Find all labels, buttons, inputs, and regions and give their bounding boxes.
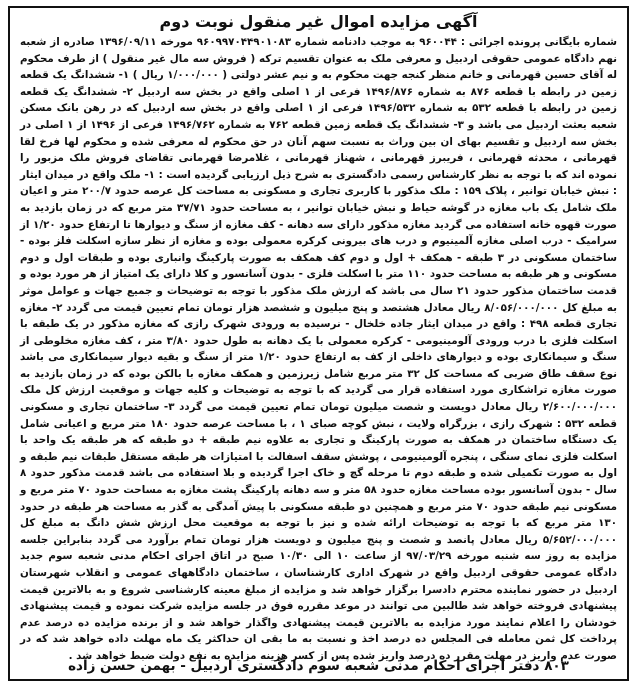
auction-notice	[8, 6, 629, 681]
notice-body: شماره بایگانی پرونده اجرائی : ۹۶۰۰۴۴ به موجب دادنامه شماره ۹۶۰۹۹۷۰۴۴۹۰۱۰۸۳ مورخه ۱۳۹۶/۰۹/۱۱ صادره از شعبه نهم دادگاه عمومی حقوقی اردبیل و معرفی ملک به عنوان تقسیم ترکه ( فروش سه مال غیر منقول ) از طرف محکوم له آقای حسین قهرمانی و خانم منظر کنجه جهت محکوم به و نیم عشر دولتی ( ۱/۰۰۰/۰۰۰ ریال ) ۱- ششدانگ یک قطعه زمین در رابطه با قطعه ۸۷۶ به شماره ۱۴۹۶/۸۷۶ فرعی از ۱ اصلی واقع در بخش سه اردبیل ۲- ششدانگ یک قطعه زمین در رابطه با قطعه ۵۳۲ به شماره ۱۴۹۶/۵۳۲ فرعی از ۱ اصلی واقع در بخش سه اردبیل که در رهن بانک مسکن شعبه بعثت اردبیل می باشد و ۳- ششدانگ یک قطعه زمین قطعه ۷۶۲ به شماره ۱۴۹۶/۷۶۲ فرعی از ۱۴۹۶ از ۱ اصلی در بخش سه اردبیل و تقسیم بهای ان بین وراث به نسبت سهم آنان در حق محکوم له معرفی شده و محکوم لها فرخ لقا قهرمانی ، محدثه قهرمانی ، فریبرز قهرمانی ، شهناز قهرمانی ، غلامرضا قهرمانی تقاضای فروش ملک مزبور را نموده اند که با توجه به نظر کارشناس رسمی دادگستری به شرح ذیل ارزیابی گردیده است : ۱- ملک واقع در میدان ایثار : نبش خیابان توانیر ، پلاک ۱۵۹ : ملک مذکور با کاربری تجاری و مسکونی به مساحت کل عرصه حدود ۲۰۰/۷ متر و اعیان ملک شامل یک باب مغازه در گوشه حیاط و نبش خیابان توانیر ، به مساحت حدود ۳۷/۷۱ متر مربع که در زمان بازدید به صورت قهوه خانه استفاده می گردید مغازه مذکور دارای سه دهانه - کف مغازه از سنگ و دیوارها تا ارتفاع حدود ۱/۲۰ از سرامیک - درب اصلی مغازه آلمینیوم و درب های بیرونی کرکره معمولی بوده و مغازه از نظر سازه اسکلت فلز بوده - ساختمان مسکونی در ۳ طبقه - همکف + اول و دوم کف همکف به صورت پارکینگ وانباری بوده و طبقات اول و دوم مسکونی و هر طبقه به مساحت حدود ۱۱۰ متر با اسکلت فلزی - بدون آسانسور و کلا دارای یک امتیاز از هر مورد بوده و قدمت ساختمان مذکور حدود ۲۱ سال می باشد که ارزش ملک مذکور با توجه به توضیحات و جمیع جهات و عوامل موثر به مبلغ کل ۸/۰۵۶/۰۰۰/۰۰۰ ریال معادل هشتصد و پنج میلیون و ششصد هزار تومان تمام تعیین قیمت می گردد ۲- مغازه تجاری قطعه ۴۹۸ : واقع در میدان ایثار جاده خلخال - نرسیده به ورودی شهرک رازی که مغازه مذکور در یک طبقه با اسکلت فلزی با درب ورودی آلومینیومی - کرکره معمولی با یک دهانه به طول حدود ۳/۸۰ متر ، کف مغازه مخلوطی از سنگ و سیمانکاری بوده و دیوارهای داخلی از کف به ارتفاع حدود ۱/۲۰ متر از سنگ و بقیه دیوار سیمانکاری می باشد نوع سقف طاق ضربی که مساحت کل ۳۲ متر مربع شامل زیرزمین و همکف مغازه با بالکن بوده که در زمان بازدید به صورت مغازه تراشکاری مورد استفاده قرار می گردید که با توجه به توضیحات و کلیه جهات و موقعیت ارزش کل ملک ۲/۶۰۰/۰۰۰/۰۰۰ ریال معادل دویست و شصت میلیون تومان تمام تعیین قیمت می گردد ۳- ساختمان تجاری و مسکونی قطعه ۵۳۲ : شهرک رازی ، بزرگراه ولایت ، نبش کوچه صبای ۱ ، با مساحت عرصه حدود ۱۸۰ متر مربع و اعیانی شامل یک دستگاه ساختمان در همکف به صورت پارکینگ و تجاری به علاوه نیم طبقه + دو طبقه که هر طبقه یک واحد با اسکلت فلزی نمای سنگی ، پنجره آلومینیومی ، پوشش سقف اسفالت با امتیازات هر طبقه مستقل طبقات نیم طبقه و اول به صورت تکمیلی شده و طبقه دوم تا مرحله گچ و خاک اجرا گردیده و بلا استفاده می باشد قدمت مذکور حدود ۸ سال - بدون آسانسور بوده مساحت مغازه حدود ۵۸ متر و سه دهانه پارکینگ پشت مغازه به مساحت حدود ۷۰ متر مربع و مسکونی نیم طبقه حدود ۷۰ متر مربع و همچنین دو طبقه مسکونی با پیش آمدگی به گذر به مساحت هر طبقه در حدود ۱۳۰ متر مربع که با توجه به توضیحات ارائه شده و نیز با توجه به موقعیت محل ارزش شش دانگ به مبلغ کل ۵/۶۵۲/۰۰۰/۰۰۰ ریال معادل پانصد و شصت و پنج میلیون و دویست هزار تومان تمام برآورد می گردد بنابراین جلسه مزایده به روز سه شنبه مورخه ۹۷/۰۳/۲۹ از ساعت ۱۰ الی ۱۰/۳۰ صبح در اتاق اجرای احکام مدنی شعبه سوم جدید دادگاه عمومی حقوقی اردبیل واقع در شهرک اداری کارشناسان ، ساختمان دادگاههای عمومی و انقلاب شهرستان اردبیل در حضور نماینده محترم دادسرا برگزار خواهد شد و مزایده از مبلغ معینه کارشناسی شروع و به بالاترین قیمت پیشنهادی فروخته خواهد شد طالبین می توانند در موعد مقرره فوق در جلسه مزایده شرکت نموده و قیمت پیشنهادی خودشان را اعلام نمایند مورد مزایده به بالاترین قیمت پیشنهادی واگذار خواهد شد و از برنده مزایده ده درصد عدم پرداخت کل ثمن معامله فی المجلس ده درصد اخذ و نسبت به ما بقی ان حداکثر یک ماه مهلت داده خواهد شد که در صورت عدم واریز در مهلت مقرر ده درصد واریز شده پس از کسر هزینه مزایده به نفع دولت ضبط خواهد شد .	[20, 36, 618, 662]
notice-title: آگهی مزایده اموال غیر منقول نوبت دوم	[159, 12, 478, 31]
notice-footer-signature: ۸۰۳ دفتر اجرای احکام مدنی شعبه سوم دادگستری اردبیل - بهمن حسن زاده	[68, 658, 569, 674]
